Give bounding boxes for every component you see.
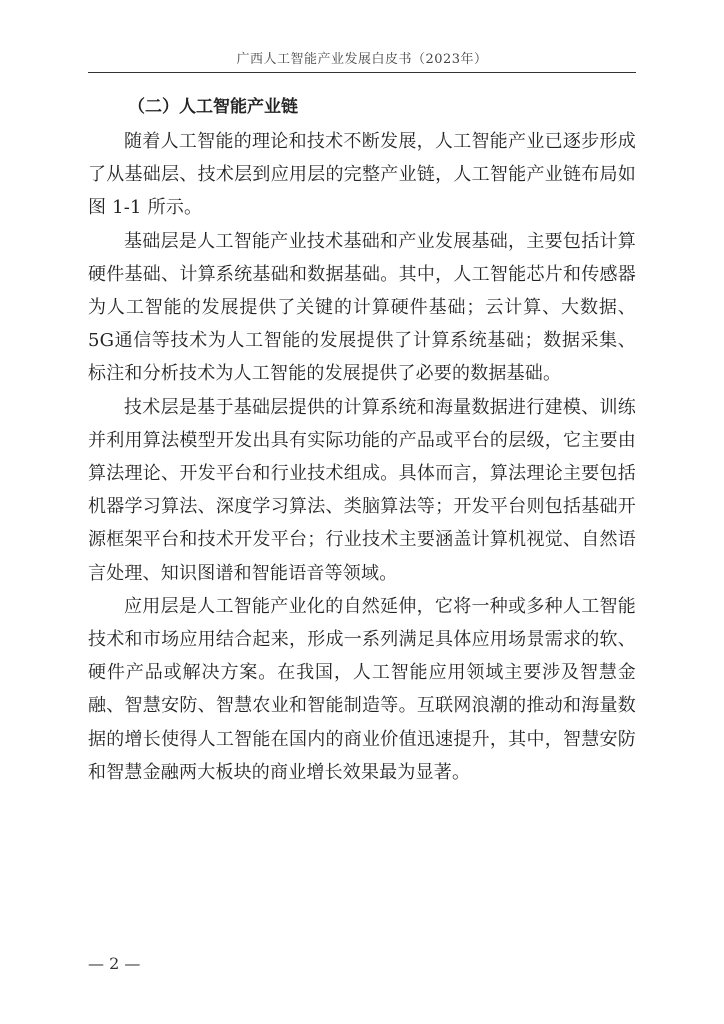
header-divider: [88, 72, 636, 73]
paragraph-intro: 随着人工智能的理论和技术不断发展，人工智能产业已逐步形成了从基础层、技术层到应用层的完整产业链，人工智能产业链布局如图 1-1 所示。: [88, 131, 636, 219]
page-header: 广西人工智能产业发展白皮书（2023年）: [236, 52, 488, 67]
paragraph-base-layer: 基础层是人工智能产业技术基础和产业发展基础，主要包括计算硬件基础、计算系统基础和数据基础。其中，人工智能芯片和传感器为人工智能的发展提供了关键的计算硬件基础；云计算、大数据、5G通信等技术为人工智能的发展提供了计算系统基础；数据采集、标注和分析技术为人工智能的发展提供了必要的数据基础。: [88, 230, 636, 385]
page-number: — 2 —: [88, 954, 141, 973]
section-heading: （二）人工智能产业链: [128, 97, 298, 117]
paragraph-application-layer: 应用层是人工智能产业化的自然延伸，它将一种或多种人工智能技术和市场应用结合起来，形成一系列满足具体应用场景需求的软、硬件产品或解决方案。在我国，人工智能应用领域主要涉及智慧金融、智慧安防、智慧农业和智能制造等。互联网浪潮的推动和海量数据的增长使得人工智能在国内的商业价值迅速提升，其中，智慧安防和智慧金融两大板块的商业增长效果最为显著。: [88, 595, 636, 783]
page-content: [88, 95, 636, 789]
paragraph-tech-layer: 技术层是基于基础层提供的计算系统和海量数据进行建模、训练并利用算法模型开发出具有实际功能的产品或平台的层级，它主要由算法理论、开发平台和行业技术组成。具体而言，算法理论主要包括机器学习算法、深度学习算法、类脑算法等；开发平台则包括基础开源框架平台和技术开发平台；行业技术主要涵盖计算机视觉、自然语言处理、知识图谱和智能语音等领域。: [88, 396, 636, 584]
